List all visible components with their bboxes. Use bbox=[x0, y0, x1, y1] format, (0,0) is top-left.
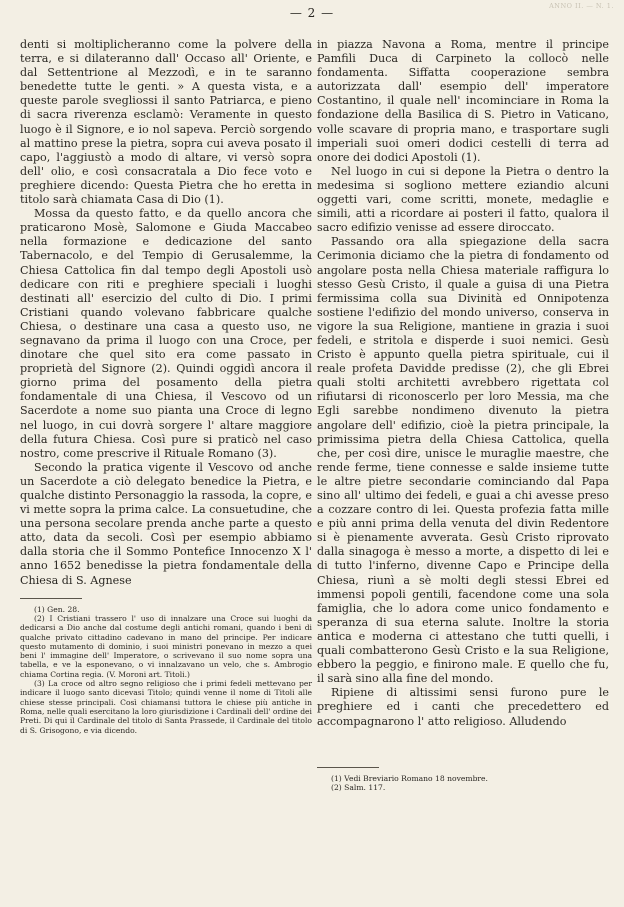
left-column bbox=[20, 38, 312, 735]
running-header-ghost: ANNO II. — N. 1. bbox=[549, 2, 614, 10]
right-column bbox=[317, 38, 609, 792]
paragraph: Mossa da questo fatto, e da quello ancora che praticarono Mosè, Salomone e Giuda Maccabeo nella formazione e dedicazione del santo Tabernacolo, e del Tempio di Gerusalemme, la Chiesa Cattolica fin dal tempo degli Apostoli usò dedicare con riti e preghiere speciali i luoghi destinati all' esercizio del culto di Dio. I primi Cristiani quando volevano fabbricare qualche Chiesa, o destinare una casa a questo uso, ne segnavano da prima il luogo con una Croce, per dinotare che quel sito era come passato in proprietà del Signore (2). Quindi oggidì ancora il giorno prima del posamento della pietra fondamentale di una Chiesa, il Vescovo od un Sacerdote a nome suo pianta una Croce di legno nel luogo, in cui dovrà sorgere l' altare maggiore della futura Chiesa. Così pure si praticò nel caso nostro, come prescrive il Rituale Romano (3). bbox=[20, 207, 312, 460]
footnote: (2) I Cristiani trassero l' uso di innalzare una Croce sui luoghi da dedicarsi a Dio anche dal costume degli antichi romani, quando i beni di qualche privato cittadino cadevano in mano del principe. Per indicare questo mutamento di dominio, i suoi ministri ponevano in mezzo a quei beni l' immagine dell' Imperatore, o scrivevano il suo nome sopra una tabella, e ve la esponevano, o vi innalzavano un velo, che s. Ambrogio chiama Cortina regia. (V. Moroni art. Titoli.) bbox=[20, 613, 312, 679]
paragraph: Nel luogo in cui si depone la Pietra o dentro la medesima si sogliono mettere eziandio alcuni oggetti vari, come scritti, monete, medaglie e simili, atti a ricordare ai posteri il fatto, qualora il sacro edifizio venisse ad essere diroccato. bbox=[317, 164, 609, 235]
footnote-divider bbox=[20, 598, 82, 599]
paragraph: Ripiene di altissimi sensi furono pure le preghiere ed i canti che precedettero ed accompagnarono l' atto religioso. Alludendo bbox=[317, 686, 609, 728]
footnote: (1) Gen. 28. bbox=[34, 604, 80, 614]
footnote: (1) Vedi Breviario Romano 18 novembre. bbox=[331, 773, 488, 783]
footnote: (3) La croce od altro segno religioso che i primi fedeli mettevano per indicare il luogo santo dicevasi Titolo; quindi venne il nome di Titoli alle chiese stesse principali. Così chiamansi tuttora le chiese più antiche in Roma, nelle quali esercitano la loro giurisdizione i Cardinali dell' ordine dei Preti. Di qui il Cardinale del titolo di Santa Prassede, il Cardinale del titolo di S. Grisogono, e via dicendo. bbox=[20, 679, 312, 735]
footnote: (2) Salm. 117. bbox=[331, 782, 386, 792]
paragraph: denti si moltiplicheranno come la polvere della terra, e si dilateranno dall' Occaso all' Oriente, e dal Settentrione al Mezzodì, e in te saranno benedette tutte le genti. » A questa vista, e a queste parole svegliossi il santo Patriarca, e pieno di sacra riverenza esclamò: Veramente in questo luogo è il Signore, e io nol sapeva. Perciò sorgendo al mattino prese la pietra, sopra cui aveva posato il capo, l'aggiustò a modo di altare, vi versò sopra dell' olio, e così consacratala a Dio fece voto e preghiere dicendo: Questa Pietra che ho eretta in titolo sarà chiamata Casa di Dio (1). bbox=[20, 38, 312, 207]
footnote-divider bbox=[317, 767, 379, 768]
paragraph: Passando ora alla spiegazione della sacra Cerimonia diciamo che la pietra di fondamento od angolare posta nella Chiesa materiale raffigura lo stesso Gesù Cristo, il quale a guisa di una Pietra fermissima colla sua Divinità ed Onnipotenza sostiene l'edifizio del mondo universo, conserva in vigore la sua Religione, mantiene in grazia i suoi fedeli, e stritola e disperde i suoi nemici. Gesù Cristo è appunto quella pietra spirituale, cui il reale profeta Davidde predisse (2), che gli Ebrei quali stolti architetti avrebbero rigettata col rifiutarsi di riconoscerlo per loro Messia, ma che Egli sarebbe nondimeno divenuto la pietra angolare dell' edifizio, cioè la pietra principale, la primissima pietra della Chiesa Cattolica, quella che, per così dire, unisce le muraglie maestre, che rende ferme, tiene connesse e salde insieme tutte le altre pietre secondarie cominciando dal Papa sino all' ultimo dei fedeli, e guai a chi avesse preso a cozzare contro di lei. Questa profezia fatta mille e più anni prima della venuta del divin Redentore si è pienamente avverata. Gesù Cristo riprovato dalla sinagoga è messo a morte, a dispetto di lei e di tutto l'inferno, divenne Capo e Principe della Chiesa, riunì a sè molti degli stessi Ebrei ed immensi popoli gentili, facendone come una sola famiglia, che lo adora come unico fondamento e speranza di sua eterna salute. Inoltre la storia antica e moderna ci attestano che tutti quelli, i quali combatterono Gesù Cristo e la sua Religione, ebbero la peggio, e finirono male. E quello che fu, il sarà sino alla fine del mondo. bbox=[317, 235, 609, 686]
paragraph: Secondo la pratica vigente il Vescovo od anche un Sacerdote a ciò delegato benedice la Pietra, e qualche distinto Personaggio la rassoda, la copre, e vi mette sopra la prima calce. La consuetudine, che una persona secolare prenda anche parte a questo atto, data da secoli. Così per esempio abbiamo dalla storia che il Sommo Pontefice Innocenzo X l' anno 1652 benedisse la pietra fondamentale della Chiesa di S. Agnese bbox=[20, 460, 312, 587]
page-number: — 2 — bbox=[289, 6, 335, 20]
paragraph: in piazza Navona a Roma, mentre il principe Pamfili Duca di Carpineto la collocò nelle fondamenta. Siffatta cooperazione sembra autorizzata dall' esempio dell' imperatore Costantino, il quale nell' incominciare in Roma la fondazione della Basilica di S. Pietro in Vaticano, volle scavare di propria mano, e trasportare sugli imperiali suoi omeri dodici cestelli di terra ad onore dei dodici Apostoli (1). bbox=[317, 38, 609, 164]
